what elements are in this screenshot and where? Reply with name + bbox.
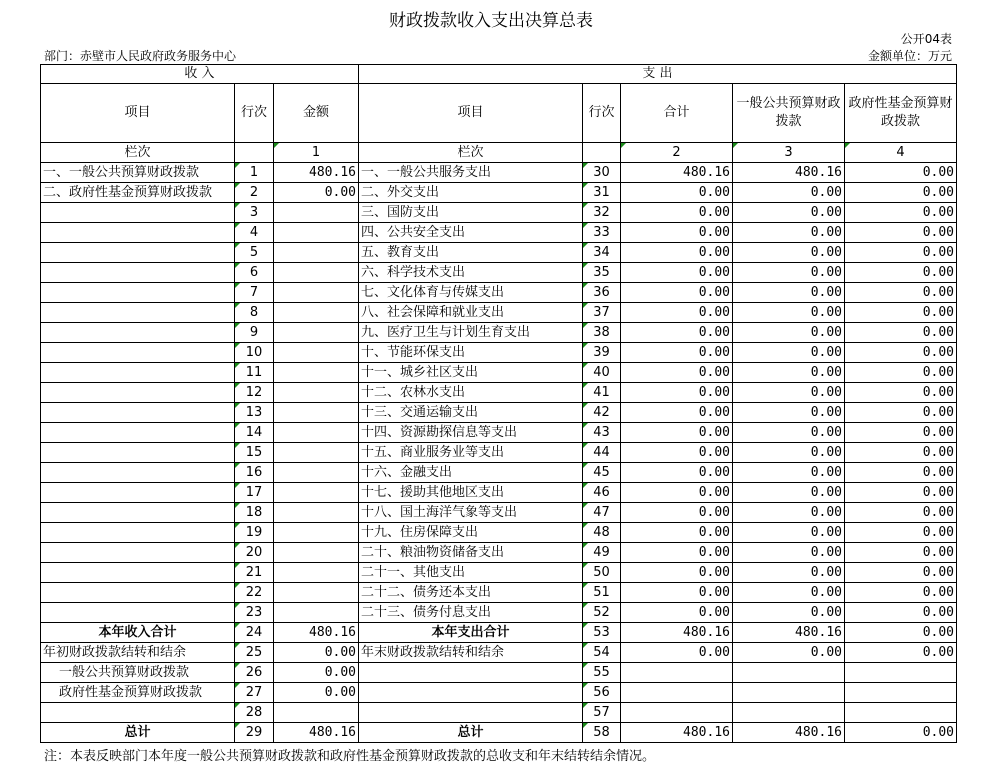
income-line-cell: 10 bbox=[235, 343, 274, 363]
income-line-cell: 26 bbox=[235, 663, 274, 683]
header-income-item: 项目 bbox=[41, 84, 235, 143]
expense-general-cell: 0.00 bbox=[733, 183, 845, 203]
expense-item-cell: 十九、住房保障支出 bbox=[359, 523, 583, 543]
income-item-cell bbox=[41, 563, 235, 583]
expense-line-cell: 36 bbox=[583, 283, 621, 303]
expense-item-cell: 二十一、其他支出 bbox=[359, 563, 583, 583]
expense-fund-cell: 0.00 bbox=[845, 283, 957, 303]
expense-line-cell: 35 bbox=[583, 263, 621, 283]
department-label: 部门：赤壁市人民政府政务服务中心 bbox=[44, 49, 237, 63]
expense-total-cell: 0.00 bbox=[621, 323, 733, 343]
expense-general-cell: 0.00 bbox=[733, 243, 845, 263]
expense-general-cell: 0.00 bbox=[733, 503, 845, 523]
income-line-cell: 11 bbox=[235, 363, 274, 383]
expense-fund-cell: 0.00 bbox=[845, 643, 957, 663]
table-row bbox=[41, 283, 957, 303]
income-item-cell: 一、一般公共预算财政拨款 bbox=[41, 163, 235, 183]
expense-item-cell: 二十三、债务付息支出 bbox=[359, 603, 583, 623]
table-row bbox=[41, 363, 957, 383]
expense-fund-cell: 0.00 bbox=[845, 383, 957, 403]
expense-fund-cell bbox=[845, 703, 957, 723]
expense-item-cell bbox=[359, 663, 583, 683]
income-line-cell: 17 bbox=[235, 483, 274, 503]
expense-total-cell: 0.00 bbox=[621, 243, 733, 263]
income-amount-cell: 0.00 bbox=[274, 663, 359, 683]
table-row bbox=[41, 703, 957, 723]
expense-item-cell: 总计 bbox=[359, 723, 583, 743]
income-line-cell: 8 bbox=[235, 303, 274, 323]
income-amount-cell bbox=[274, 243, 359, 263]
income-line-cell: 18 bbox=[235, 503, 274, 523]
expense-total-cell: 0.00 bbox=[621, 283, 733, 303]
expense-line-cell: 54 bbox=[583, 643, 621, 663]
expense-total-cell bbox=[621, 683, 733, 703]
expense-general-cell: 0.00 bbox=[733, 603, 845, 623]
income-line-cell: 27 bbox=[235, 683, 274, 703]
income-item-cell bbox=[41, 543, 235, 563]
income-amount-cell bbox=[274, 263, 359, 283]
expense-fund-cell: 0.00 bbox=[845, 463, 957, 483]
expense-item-cell bbox=[359, 683, 583, 703]
income-item-cell bbox=[41, 483, 235, 503]
income-item-cell: 政府性基金预算财政拨款 bbox=[41, 683, 235, 703]
income-amount-cell: 0.00 bbox=[274, 683, 359, 703]
expense-line-cell: 52 bbox=[583, 603, 621, 623]
expense-total-cell: 0.00 bbox=[621, 503, 733, 523]
table-row bbox=[41, 483, 957, 503]
income-line-cell: 2 bbox=[235, 183, 274, 203]
income-amount-cell: 0.00 bbox=[274, 183, 359, 203]
expense-item-cell: 十、节能环保支出 bbox=[359, 343, 583, 363]
expense-fund-cell bbox=[845, 683, 957, 703]
income-amount-cell bbox=[274, 703, 359, 723]
income-item-cell bbox=[41, 603, 235, 623]
expense-total-cell: 0.00 bbox=[621, 603, 733, 623]
expense-item-cell: 二十、粮油物资储备支出 bbox=[359, 543, 583, 563]
income-amount-cell bbox=[274, 403, 359, 423]
expense-general-cell: 0.00 bbox=[733, 543, 845, 563]
income-line-cell: 28 bbox=[235, 703, 274, 723]
income-line-cell: 25 bbox=[235, 643, 274, 663]
expense-fund-cell: 0.00 bbox=[845, 523, 957, 543]
income-amount-cell bbox=[274, 343, 359, 363]
expense-item-cell: 十二、农林水支出 bbox=[359, 383, 583, 403]
income-amount-cell: 480.16 bbox=[274, 723, 359, 743]
income-amount-cell bbox=[274, 323, 359, 343]
income-item-cell: 一般公共预算财政拨款 bbox=[41, 663, 235, 683]
table-row bbox=[41, 603, 957, 623]
expense-general-cell: 0.00 bbox=[733, 363, 845, 383]
col-number-2: 2 bbox=[621, 143, 733, 163]
income-item-cell: 年初财政拨款结转和结余 bbox=[41, 643, 235, 663]
expense-fund-cell: 0.00 bbox=[845, 323, 957, 343]
income-line-cell: 4 bbox=[235, 223, 274, 243]
footnote: 注：本表反映部门本年度一般公共预算财政拨款和政府性基金预算财政拨款的总收支和年末结转结余情况。 bbox=[44, 749, 656, 764]
income-amount-cell bbox=[274, 483, 359, 503]
expense-total-cell: 0.00 bbox=[621, 643, 733, 663]
income-line-cell: 15 bbox=[235, 443, 274, 463]
income-line-cell: 29 bbox=[235, 723, 274, 743]
income-line-cell: 7 bbox=[235, 283, 274, 303]
expense-section-header: 支 出 bbox=[359, 65, 957, 84]
expense-fund-cell: 0.00 bbox=[845, 543, 957, 563]
table-row bbox=[41, 723, 957, 743]
expense-total-cell: 0.00 bbox=[621, 523, 733, 543]
table-row bbox=[41, 163, 957, 183]
income-amount-cell bbox=[274, 203, 359, 223]
income-amount-cell bbox=[274, 503, 359, 523]
header-expense-item: 项目 bbox=[359, 84, 583, 143]
table-row bbox=[41, 523, 957, 543]
table-row bbox=[41, 203, 957, 223]
expense-item-cell: 十七、援助其他地区支出 bbox=[359, 483, 583, 503]
expense-general-cell bbox=[733, 683, 845, 703]
expense-total-cell: 480.16 bbox=[621, 163, 733, 183]
table-row bbox=[41, 263, 957, 283]
table-row bbox=[41, 243, 957, 263]
header-expense-line: 行次 bbox=[583, 84, 621, 143]
expense-item-cell: 十五、商业服务业等支出 bbox=[359, 443, 583, 463]
expense-general-cell: 0.00 bbox=[733, 223, 845, 243]
expense-line-cell: 34 bbox=[583, 243, 621, 263]
table-row bbox=[41, 583, 957, 603]
income-item-cell bbox=[41, 263, 235, 283]
budget-table bbox=[40, 64, 957, 743]
income-item-cell bbox=[41, 223, 235, 243]
expense-line-cell: 48 bbox=[583, 523, 621, 543]
expense-item-cell: 二、外交支出 bbox=[359, 183, 583, 203]
expense-item-cell: 四、公共安全支出 bbox=[359, 223, 583, 243]
expense-line-cell: 46 bbox=[583, 483, 621, 503]
table-row bbox=[41, 323, 957, 343]
expense-line-cell: 56 bbox=[583, 683, 621, 703]
expense-line-cell: 41 bbox=[583, 383, 621, 403]
expense-general-cell: 480.16 bbox=[733, 723, 845, 743]
expense-fund-cell: 0.00 bbox=[845, 263, 957, 283]
income-amount-cell: 480.16 bbox=[274, 163, 359, 183]
expense-line-cell: 47 bbox=[583, 503, 621, 523]
income-amount-cell bbox=[274, 383, 359, 403]
col-label-income: 栏次 bbox=[41, 143, 235, 163]
income-line-cell: 24 bbox=[235, 623, 274, 643]
expense-item-cell: 十一、城乡社区支出 bbox=[359, 363, 583, 383]
income-item-cell bbox=[41, 243, 235, 263]
expense-line-cell: 50 bbox=[583, 563, 621, 583]
expense-line-cell: 44 bbox=[583, 443, 621, 463]
expense-item-cell: 三、国防支出 bbox=[359, 203, 583, 223]
expense-line-cell: 32 bbox=[583, 203, 621, 223]
table-row bbox=[41, 503, 957, 523]
expense-general-cell: 0.00 bbox=[733, 583, 845, 603]
expense-fund-cell: 0.00 bbox=[845, 563, 957, 583]
income-item-cell bbox=[41, 443, 235, 463]
income-line-cell: 23 bbox=[235, 603, 274, 623]
income-item-cell bbox=[41, 363, 235, 383]
col-number-1: 1 bbox=[274, 143, 359, 163]
income-line-cell: 14 bbox=[235, 423, 274, 443]
unit-label: 金额单位：万元 bbox=[867, 49, 952, 63]
expense-fund-cell: 0.00 bbox=[845, 223, 957, 243]
expense-total-cell: 0.00 bbox=[621, 543, 733, 563]
expense-item-cell: 二十二、债务还本支出 bbox=[359, 583, 583, 603]
expense-total-cell: 0.00 bbox=[621, 483, 733, 503]
expense-line-cell: 40 bbox=[583, 363, 621, 383]
income-item-cell bbox=[41, 503, 235, 523]
table-row bbox=[41, 663, 957, 683]
expense-fund-cell: 0.00 bbox=[845, 403, 957, 423]
expense-fund-cell: 0.00 bbox=[845, 203, 957, 223]
income-amount-cell bbox=[274, 283, 359, 303]
expense-fund-cell bbox=[845, 663, 957, 683]
income-amount-cell bbox=[274, 363, 359, 383]
income-line-cell: 9 bbox=[235, 323, 274, 343]
expense-fund-cell: 0.00 bbox=[845, 623, 957, 643]
expense-total-cell: 0.00 bbox=[621, 383, 733, 403]
income-item-cell: 总计 bbox=[41, 723, 235, 743]
income-amount-cell bbox=[274, 303, 359, 323]
expense-fund-cell: 0.00 bbox=[845, 483, 957, 503]
expense-total-cell: 0.00 bbox=[621, 403, 733, 423]
form-number: 公开04表 bbox=[900, 32, 952, 46]
expense-fund-cell: 0.00 bbox=[845, 243, 957, 263]
income-item-cell bbox=[41, 283, 235, 303]
income-line-cell: 20 bbox=[235, 543, 274, 563]
expense-total-cell bbox=[621, 663, 733, 683]
expense-total-cell: 0.00 bbox=[621, 183, 733, 203]
expense-total-cell: 0.00 bbox=[621, 583, 733, 603]
expense-general-cell: 0.00 bbox=[733, 463, 845, 483]
expense-line-cell: 38 bbox=[583, 323, 621, 343]
expense-item-cell: 六、科学技术支出 bbox=[359, 263, 583, 283]
header-fund-budget: 政府性基金预算财政拨款 bbox=[845, 84, 957, 143]
expense-fund-cell: 0.00 bbox=[845, 503, 957, 523]
table-row bbox=[41, 223, 957, 243]
expense-general-cell: 0.00 bbox=[733, 203, 845, 223]
col-empty-cell bbox=[235, 143, 274, 163]
expense-fund-cell: 0.00 bbox=[845, 423, 957, 443]
expense-item-cell: 十六、金融支出 bbox=[359, 463, 583, 483]
expense-total-cell: 0.00 bbox=[621, 363, 733, 383]
expense-line-cell: 31 bbox=[583, 183, 621, 203]
expense-general-cell: 0.00 bbox=[733, 563, 845, 583]
header-income-line: 行次 bbox=[235, 84, 274, 143]
income-item-cell bbox=[41, 423, 235, 443]
expense-item-cell: 一、一般公共服务支出 bbox=[359, 163, 583, 183]
expense-fund-cell: 0.00 bbox=[845, 303, 957, 323]
expense-line-cell: 55 bbox=[583, 663, 621, 683]
expense-total-cell: 0.00 bbox=[621, 203, 733, 223]
income-line-cell: 19 bbox=[235, 523, 274, 543]
income-amount-cell: 0.00 bbox=[274, 643, 359, 663]
table-row bbox=[41, 463, 957, 483]
expense-general-cell: 480.16 bbox=[733, 623, 845, 643]
expense-item-cell: 七、文化体育与传媒支出 bbox=[359, 283, 583, 303]
table-row bbox=[41, 383, 957, 403]
expense-general-cell bbox=[733, 663, 845, 683]
expense-line-cell: 45 bbox=[583, 463, 621, 483]
income-amount-cell bbox=[274, 603, 359, 623]
income-amount-cell bbox=[274, 523, 359, 543]
expense-item-cell: 十八、国土海洋气象等支出 bbox=[359, 503, 583, 523]
expense-total-cell: 0.00 bbox=[621, 303, 733, 323]
expense-fund-cell: 0.00 bbox=[845, 443, 957, 463]
table-row bbox=[41, 543, 957, 563]
expense-item-cell: 十四、资源勘探信息等支出 bbox=[359, 423, 583, 443]
income-line-cell: 22 bbox=[235, 583, 274, 603]
expense-line-cell: 43 bbox=[583, 423, 621, 443]
expense-general-cell: 0.00 bbox=[733, 323, 845, 343]
expense-item-cell: 五、教育支出 bbox=[359, 243, 583, 263]
expense-total-cell bbox=[621, 703, 733, 723]
expense-general-cell: 0.00 bbox=[733, 403, 845, 423]
expense-general-cell: 0.00 bbox=[733, 523, 845, 543]
income-line-cell: 16 bbox=[235, 463, 274, 483]
expense-item-cell: 本年支出合计 bbox=[359, 623, 583, 643]
income-amount-cell bbox=[274, 443, 359, 463]
expense-line-cell: 42 bbox=[583, 403, 621, 423]
header-total: 合计 bbox=[621, 84, 733, 143]
expense-general-cell: 0.00 bbox=[733, 423, 845, 443]
income-item-cell bbox=[41, 463, 235, 483]
income-item-cell bbox=[41, 583, 235, 603]
expense-total-cell: 0.00 bbox=[621, 563, 733, 583]
income-amount-cell bbox=[274, 563, 359, 583]
expense-line-cell: 51 bbox=[583, 583, 621, 603]
income-amount-cell bbox=[274, 463, 359, 483]
table-row bbox=[41, 683, 957, 703]
expense-total-cell: 0.00 bbox=[621, 463, 733, 483]
expense-total-cell: 480.16 bbox=[621, 723, 733, 743]
expense-fund-cell: 0.00 bbox=[845, 363, 957, 383]
expense-general-cell: 480.16 bbox=[733, 163, 845, 183]
expense-general-cell bbox=[733, 703, 845, 723]
expense-total-cell: 0.00 bbox=[621, 443, 733, 463]
col-number-4: 4 bbox=[845, 143, 957, 163]
income-line-cell: 13 bbox=[235, 403, 274, 423]
expense-general-cell: 0.00 bbox=[733, 283, 845, 303]
expense-item-cell: 年末财政拨款结转和结余 bbox=[359, 643, 583, 663]
expense-item-cell bbox=[359, 703, 583, 723]
table-row bbox=[41, 183, 957, 203]
expense-line-cell: 53 bbox=[583, 623, 621, 643]
expense-general-cell: 0.00 bbox=[733, 443, 845, 463]
income-line-cell: 6 bbox=[235, 263, 274, 283]
expense-item-cell: 八、社会保障和就业支出 bbox=[359, 303, 583, 323]
income-line-cell: 5 bbox=[235, 243, 274, 263]
table-row bbox=[41, 303, 957, 323]
expense-general-cell: 0.00 bbox=[733, 383, 845, 403]
expense-line-cell: 37 bbox=[583, 303, 621, 323]
income-line-cell: 3 bbox=[235, 203, 274, 223]
expense-fund-cell: 0.00 bbox=[845, 183, 957, 203]
table-row bbox=[41, 423, 957, 443]
income-item-cell bbox=[41, 383, 235, 403]
expense-general-cell: 0.00 bbox=[733, 303, 845, 323]
expense-general-cell: 0.00 bbox=[733, 263, 845, 283]
report-title: 财政拨款收入支出决算总表 bbox=[389, 11, 593, 31]
expense-item-cell: 十三、交通运输支出 bbox=[359, 403, 583, 423]
expense-total-cell: 0.00 bbox=[621, 343, 733, 363]
income-amount-cell bbox=[274, 543, 359, 563]
expense-total-cell: 480.16 bbox=[621, 623, 733, 643]
col-empty-cell bbox=[583, 143, 621, 163]
expense-item-cell: 九、医疗卫生与计划生育支出 bbox=[359, 323, 583, 343]
income-section-header: 收 入 bbox=[41, 65, 359, 84]
income-amount-cell bbox=[274, 423, 359, 443]
table-row bbox=[41, 643, 957, 663]
header-income-amount: 金额 bbox=[274, 84, 359, 143]
income-item-cell bbox=[41, 303, 235, 323]
income-item-cell bbox=[41, 703, 235, 723]
expense-fund-cell: 0.00 bbox=[845, 163, 957, 183]
col-label-expense: 栏次 bbox=[359, 143, 583, 163]
income-amount-cell bbox=[274, 583, 359, 603]
table-row bbox=[41, 343, 957, 363]
expense-line-cell: 39 bbox=[583, 343, 621, 363]
expense-general-cell: 0.00 bbox=[733, 483, 845, 503]
expense-line-cell: 58 bbox=[583, 723, 621, 743]
table-row bbox=[41, 403, 957, 423]
income-item-cell bbox=[41, 203, 235, 223]
table-row bbox=[41, 563, 957, 583]
expense-fund-cell: 0.00 bbox=[845, 343, 957, 363]
table-row bbox=[41, 443, 957, 463]
expense-total-cell: 0.00 bbox=[621, 263, 733, 283]
income-item-cell bbox=[41, 523, 235, 543]
income-item-cell bbox=[41, 323, 235, 343]
header-general-budget: 一般公共预算财政拨款 bbox=[733, 84, 845, 143]
expense-general-cell: 0.00 bbox=[733, 343, 845, 363]
income-item-cell bbox=[41, 343, 235, 363]
income-amount-cell: 480.16 bbox=[274, 623, 359, 643]
expense-total-cell: 0.00 bbox=[621, 223, 733, 243]
expense-total-cell: 0.00 bbox=[621, 423, 733, 443]
income-line-cell: 21 bbox=[235, 563, 274, 583]
income-line-cell: 1 bbox=[235, 163, 274, 183]
income-amount-cell bbox=[274, 223, 359, 243]
expense-general-cell: 0.00 bbox=[733, 643, 845, 663]
expense-fund-cell: 0.00 bbox=[845, 583, 957, 603]
expense-line-cell: 49 bbox=[583, 543, 621, 563]
expense-fund-cell: 0.00 bbox=[845, 603, 957, 623]
expense-line-cell: 57 bbox=[583, 703, 621, 723]
income-item-cell bbox=[41, 403, 235, 423]
income-item-cell: 本年收入合计 bbox=[41, 623, 235, 643]
income-line-cell: 12 bbox=[235, 383, 274, 403]
income-item-cell: 二、政府性基金预算财政拨款 bbox=[41, 183, 235, 203]
col-number-3: 3 bbox=[733, 143, 845, 163]
expense-fund-cell: 0.00 bbox=[845, 723, 957, 743]
expense-line-cell: 30 bbox=[583, 163, 621, 183]
expense-line-cell: 33 bbox=[583, 223, 621, 243]
table-row bbox=[41, 623, 957, 643]
